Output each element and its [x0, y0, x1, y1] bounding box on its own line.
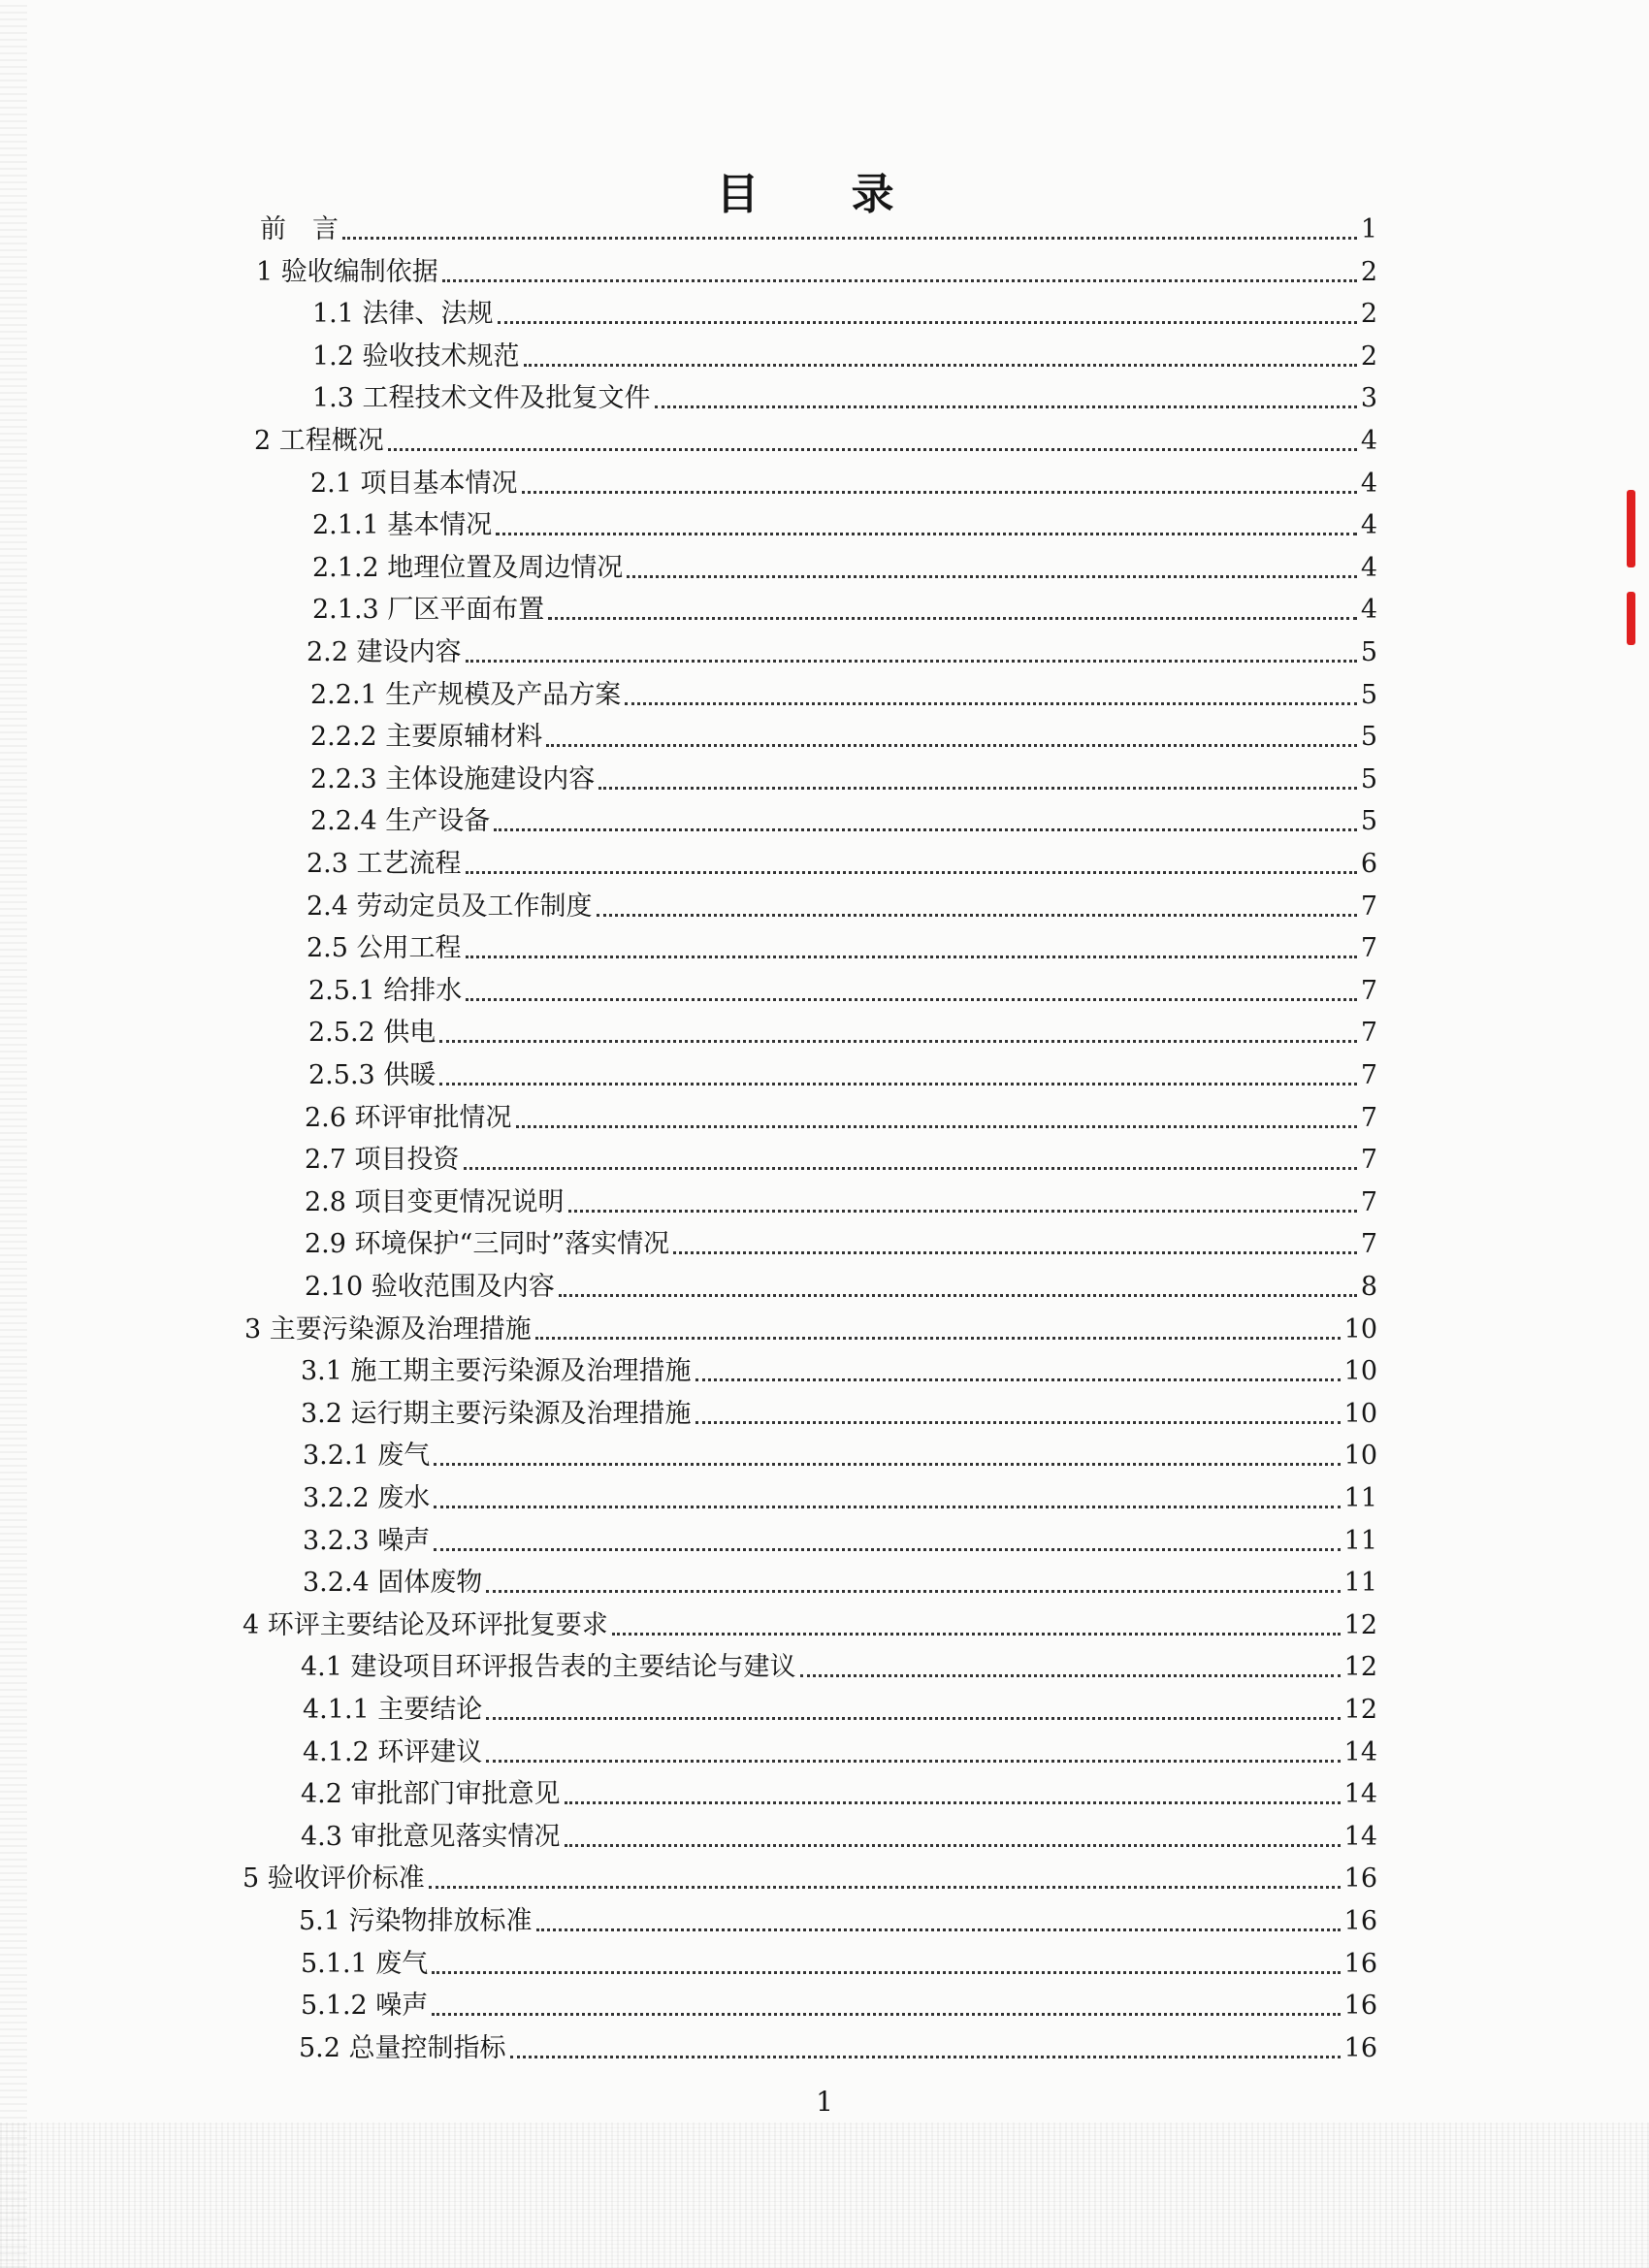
- toc-entry-label: 2.9 环境保护“三同时”落实情况: [305, 1229, 670, 1259]
- toc-entry[interactable]: [303, 1736, 1377, 1769]
- toc-entry[interactable]: [244, 1313, 1377, 1346]
- dot-leader: [565, 1801, 1341, 1804]
- dot-leader: [524, 364, 1357, 367]
- dot-leader: [466, 660, 1357, 663]
- dot-leader: [612, 1633, 1341, 1636]
- toc-entry-page: 7: [1360, 1018, 1377, 1048]
- dot-leader: [695, 1421, 1341, 1424]
- toc-entry-label: 2.5.2 供电: [308, 1018, 436, 1048]
- dot-leader: [429, 1886, 1341, 1889]
- toc-entry-page: 6: [1360, 849, 1377, 879]
- toc-entry[interactable]: [299, 2032, 1377, 2065]
- toc-entry-label: 4.2 审批部门审批意见: [301, 1779, 561, 1809]
- toc-entry-page: 4: [1360, 595, 1377, 625]
- toc-entry[interactable]: [307, 636, 1377, 669]
- dot-leader: [516, 1125, 1357, 1128]
- toc-entry[interactable]: [305, 1228, 1377, 1261]
- toc-entry[interactable]: [307, 848, 1377, 881]
- toc-entry-label: 2.1 项目基本情况: [310, 469, 518, 499]
- dot-leader: [439, 1040, 1357, 1043]
- toc-entry-label: 2.2.1 生产规模及产品方案: [310, 680, 622, 710]
- toc-entry[interactable]: [242, 1863, 1377, 1895]
- dot-leader: [439, 1083, 1357, 1085]
- toc-entry[interactable]: [303, 1525, 1377, 1558]
- toc-entry-label: 4 环评主要结论及环评批复要求: [242, 1610, 608, 1640]
- toc-entry-page: 7: [1360, 891, 1377, 922]
- dot-leader: [486, 1717, 1340, 1720]
- toc-entry-page: 10: [1343, 1356, 1377, 1386]
- toc-entry[interactable]: [312, 552, 1377, 585]
- toc-entry-page: 5: [1360, 722, 1377, 752]
- toc-entry[interactable]: [305, 1144, 1377, 1177]
- toc-entry[interactable]: [305, 1186, 1377, 1219]
- dot-leader: [494, 828, 1357, 831]
- toc-entry-label: 1.2 验收技术规范: [312, 341, 520, 372]
- dot-leader: [466, 871, 1357, 874]
- toc-entry-label: 2.1.2 地理位置及周边情况: [312, 553, 624, 583]
- toc-entry[interactable]: [308, 1059, 1377, 1092]
- toc-entry-label: 3.2.2 废水: [303, 1483, 431, 1513]
- toc-entry-label: 2.8 项目变更情况说明: [305, 1187, 565, 1217]
- toc-entry-page: 14: [1343, 1779, 1377, 1809]
- dot-leader: [536, 1928, 1341, 1931]
- toc-entry-label: 3.1 施工期主要污染源及治理措施: [301, 1356, 692, 1386]
- dot-leader: [496, 533, 1357, 535]
- dot-leader: [466, 998, 1357, 1001]
- toc-entry-label: 2.5.1 给排水: [308, 976, 463, 1006]
- dot-leader: [510, 2056, 1341, 2058]
- toc-entry-label: 3.2 运行期主要污染源及治理措施: [301, 1399, 692, 1429]
- toc-entry-page: 5: [1360, 637, 1377, 667]
- dot-leader: [546, 744, 1357, 747]
- toc-entry-page: 16: [1343, 1949, 1377, 1979]
- toc-entry-page: 16: [1343, 1991, 1377, 2021]
- toc-entry[interactable]: [310, 468, 1377, 501]
- dot-leader: [625, 702, 1357, 705]
- red-seal-mark: [1627, 592, 1635, 645]
- toc-entry-label: 2.7 项目投资: [305, 1145, 460, 1175]
- toc-entry[interactable]: [305, 1102, 1377, 1135]
- toc-entry-page: 16: [1343, 1906, 1377, 1936]
- toc-entry[interactable]: [308, 975, 1377, 1008]
- scan-noise-bottom: [0, 2122, 1649, 2268]
- toc-entry[interactable]: [303, 1567, 1377, 1600]
- dot-leader: [598, 787, 1357, 790]
- toc-entry-page: 14: [1343, 1737, 1377, 1767]
- toc-entry-label: 3.2.1 废气: [303, 1441, 431, 1471]
- toc-entry-label: 3.2.4 固体废物: [303, 1568, 483, 1598]
- toc-entry-page: 11: [1343, 1483, 1377, 1513]
- toc-entry-page: 8: [1360, 1272, 1377, 1302]
- toc-entry-label: 2.5.3 供暖: [308, 1060, 436, 1090]
- toc-entry-page: 4: [1360, 553, 1377, 583]
- toc-entry-page: 7: [1360, 1229, 1377, 1259]
- dot-leader: [486, 1760, 1340, 1763]
- toc-entry[interactable]: [310, 721, 1377, 754]
- dot-leader: [627, 575, 1357, 578]
- toc-entry-page: 4: [1360, 469, 1377, 499]
- toc-entry-label: 4.1.2 环评建议: [303, 1737, 483, 1767]
- dot-leader: [434, 1506, 1340, 1508]
- toc-entry-page: 3: [1360, 383, 1377, 413]
- toc-entry-label: 2 工程概况: [254, 426, 384, 456]
- toc-entry-label: 5.1.1 废气: [301, 1949, 429, 1979]
- toc-entry-page: 16: [1343, 1863, 1377, 1894]
- toc-entry-label: 前 言: [260, 214, 339, 244]
- toc-entry-page: 5: [1360, 806, 1377, 836]
- toc-entry[interactable]: [312, 382, 1377, 415]
- toc-entry-label: 2.10 验收范围及内容: [305, 1272, 555, 1302]
- dot-leader: [655, 405, 1357, 408]
- dot-leader: [464, 1167, 1357, 1170]
- toc-entry-label: 2.2.2 主要原辅材料: [310, 722, 543, 752]
- toc-entry[interactable]: [305, 1271, 1377, 1304]
- dot-leader: [695, 1378, 1341, 1381]
- toc-entry-page: 1: [1360, 214, 1377, 244]
- toc-entry[interactable]: [299, 1905, 1377, 1938]
- toc-entry-page: 12: [1343, 1610, 1377, 1640]
- toc-entry-page: 10: [1343, 1441, 1377, 1471]
- toc-entry-page: 11: [1343, 1568, 1377, 1598]
- toc-entry[interactable]: [256, 256, 1377, 289]
- toc-entry-page: 4: [1360, 426, 1377, 456]
- toc-entry[interactable]: [301, 1398, 1377, 1431]
- toc-entry[interactable]: [307, 932, 1377, 965]
- toc-entry-label: 2.1.3 厂区平面布置: [312, 595, 545, 625]
- toc-entry-page: 5: [1360, 764, 1377, 794]
- toc-entry-page: 10: [1343, 1399, 1377, 1429]
- toc-entry-label: 2.2.4 生产设备: [310, 806, 491, 836]
- red-seal-mark: [1627, 490, 1635, 567]
- dot-leader: [597, 914, 1357, 917]
- toc-entry-label: 4.1 建设项目环评报告表的主要结论与建议: [301, 1652, 796, 1682]
- toc-entry[interactable]: [303, 1482, 1377, 1515]
- dot-leader: [434, 1548, 1340, 1551]
- toc-entry[interactable]: [301, 1651, 1377, 1684]
- toc-entry-label: 5.1 污染物排放标准: [299, 1906, 533, 1936]
- toc-entry-label: 5 验收评价标准: [242, 1863, 425, 1894]
- toc-entry-label: 4.1.1 主要结论: [303, 1695, 483, 1725]
- dot-leader: [342, 237, 1357, 240]
- toc-entry-page: 10: [1343, 1314, 1377, 1345]
- toc-entry[interactable]: [312, 340, 1377, 373]
- dot-leader: [800, 1674, 1341, 1677]
- toc-entry-page: 2: [1360, 341, 1377, 372]
- toc-entry-label: 5.1.2 噪声: [301, 1991, 429, 2021]
- scan-noise-left: [0, 0, 27, 2268]
- toc-entry-page: 7: [1360, 1145, 1377, 1175]
- toc-entry[interactable]: [307, 891, 1377, 923]
- toc-entry-page: 7: [1360, 976, 1377, 1006]
- toc-entry[interactable]: [310, 679, 1377, 712]
- toc-entry-label: 1 验收编制依据: [256, 257, 438, 287]
- toc-entry[interactable]: [303, 1440, 1377, 1473]
- toc-entry-label: 2.4 劳动定员及工作制度: [307, 891, 593, 922]
- toc-entry[interactable]: [312, 509, 1377, 542]
- dot-leader: [466, 956, 1357, 958]
- toc-entry[interactable]: [312, 594, 1377, 627]
- toc-entry-label: 5.2 总量控制指标: [299, 2033, 506, 2063]
- toc-entry[interactable]: [301, 1948, 1377, 1981]
- dot-leader: [673, 1251, 1357, 1254]
- dot-leader: [486, 1590, 1340, 1593]
- toc-entry[interactable]: [310, 763, 1377, 796]
- toc-entry-label: 2.5 公用工程: [307, 933, 462, 963]
- page-title: 目 录: [716, 170, 933, 219]
- toc-entry-page: 5: [1360, 680, 1377, 710]
- toc-entry[interactable]: [312, 298, 1377, 331]
- toc-entry[interactable]: [310, 805, 1377, 838]
- toc-entry-page: 14: [1343, 1822, 1377, 1852]
- dot-leader: [388, 448, 1357, 451]
- dot-leader: [535, 1337, 1341, 1340]
- toc-entry[interactable]: [242, 1609, 1377, 1642]
- toc-entry-label: 2.2.3 主体设施建设内容: [310, 764, 596, 794]
- toc-entry[interactable]: [303, 1694, 1377, 1727]
- toc-entry-label: 2.1.1 基本情况: [312, 510, 493, 540]
- dot-leader: [442, 279, 1357, 282]
- toc-entry-label: 3.2.3 噪声: [303, 1526, 431, 1556]
- toc-entry[interactable]: [260, 213, 1377, 246]
- dot-leader: [565, 1844, 1341, 1847]
- dot-leader: [559, 1294, 1357, 1297]
- toc-entry-label: 4.3 审批意见落实情况: [301, 1822, 561, 1852]
- toc-entry[interactable]: [254, 425, 1377, 458]
- dot-leader: [548, 617, 1357, 620]
- toc-entry-page: 12: [1343, 1695, 1377, 1725]
- dot-leader: [434, 1463, 1340, 1466]
- toc-entry-page: 4: [1360, 510, 1377, 540]
- toc-entry-page: 7: [1360, 1103, 1377, 1133]
- dot-leader: [432, 2013, 1340, 2016]
- page-number: 1: [816, 2086, 833, 2118]
- toc-entry[interactable]: [301, 1990, 1377, 2023]
- dot-leader: [432, 1971, 1340, 1974]
- dot-leader: [498, 321, 1357, 324]
- toc-entry[interactable]: [301, 1778, 1377, 1811]
- toc-entry-page: 7: [1360, 1187, 1377, 1217]
- toc-entry-page: 7: [1360, 933, 1377, 963]
- toc-entry-page: 12: [1343, 1652, 1377, 1682]
- toc-entry[interactable]: [301, 1821, 1377, 1854]
- dot-leader: [568, 1210, 1357, 1213]
- toc-entry-page: 11: [1343, 1526, 1377, 1556]
- toc-entry[interactable]: [301, 1355, 1377, 1388]
- toc-entry-page: 7: [1360, 1060, 1377, 1090]
- toc-entry-page: 2: [1360, 257, 1377, 287]
- toc-entry[interactable]: [308, 1017, 1377, 1050]
- toc-entry-label: 1.3 工程技术文件及批复文件: [312, 383, 651, 413]
- toc-entry-page: 2: [1360, 299, 1377, 329]
- toc-entry-label: 2.3 工艺流程: [307, 849, 462, 879]
- toc-entry-label: 1.1 法律、法规: [312, 299, 494, 329]
- toc-entry-label: 2.2 建设内容: [307, 637, 462, 667]
- toc-entry-page: 16: [1343, 2033, 1377, 2063]
- dot-leader: [522, 491, 1357, 494]
- toc-entry-label: 2.6 环评审批情况: [305, 1103, 512, 1133]
- toc-entry-label: 3 主要污染源及治理措施: [244, 1314, 532, 1345]
